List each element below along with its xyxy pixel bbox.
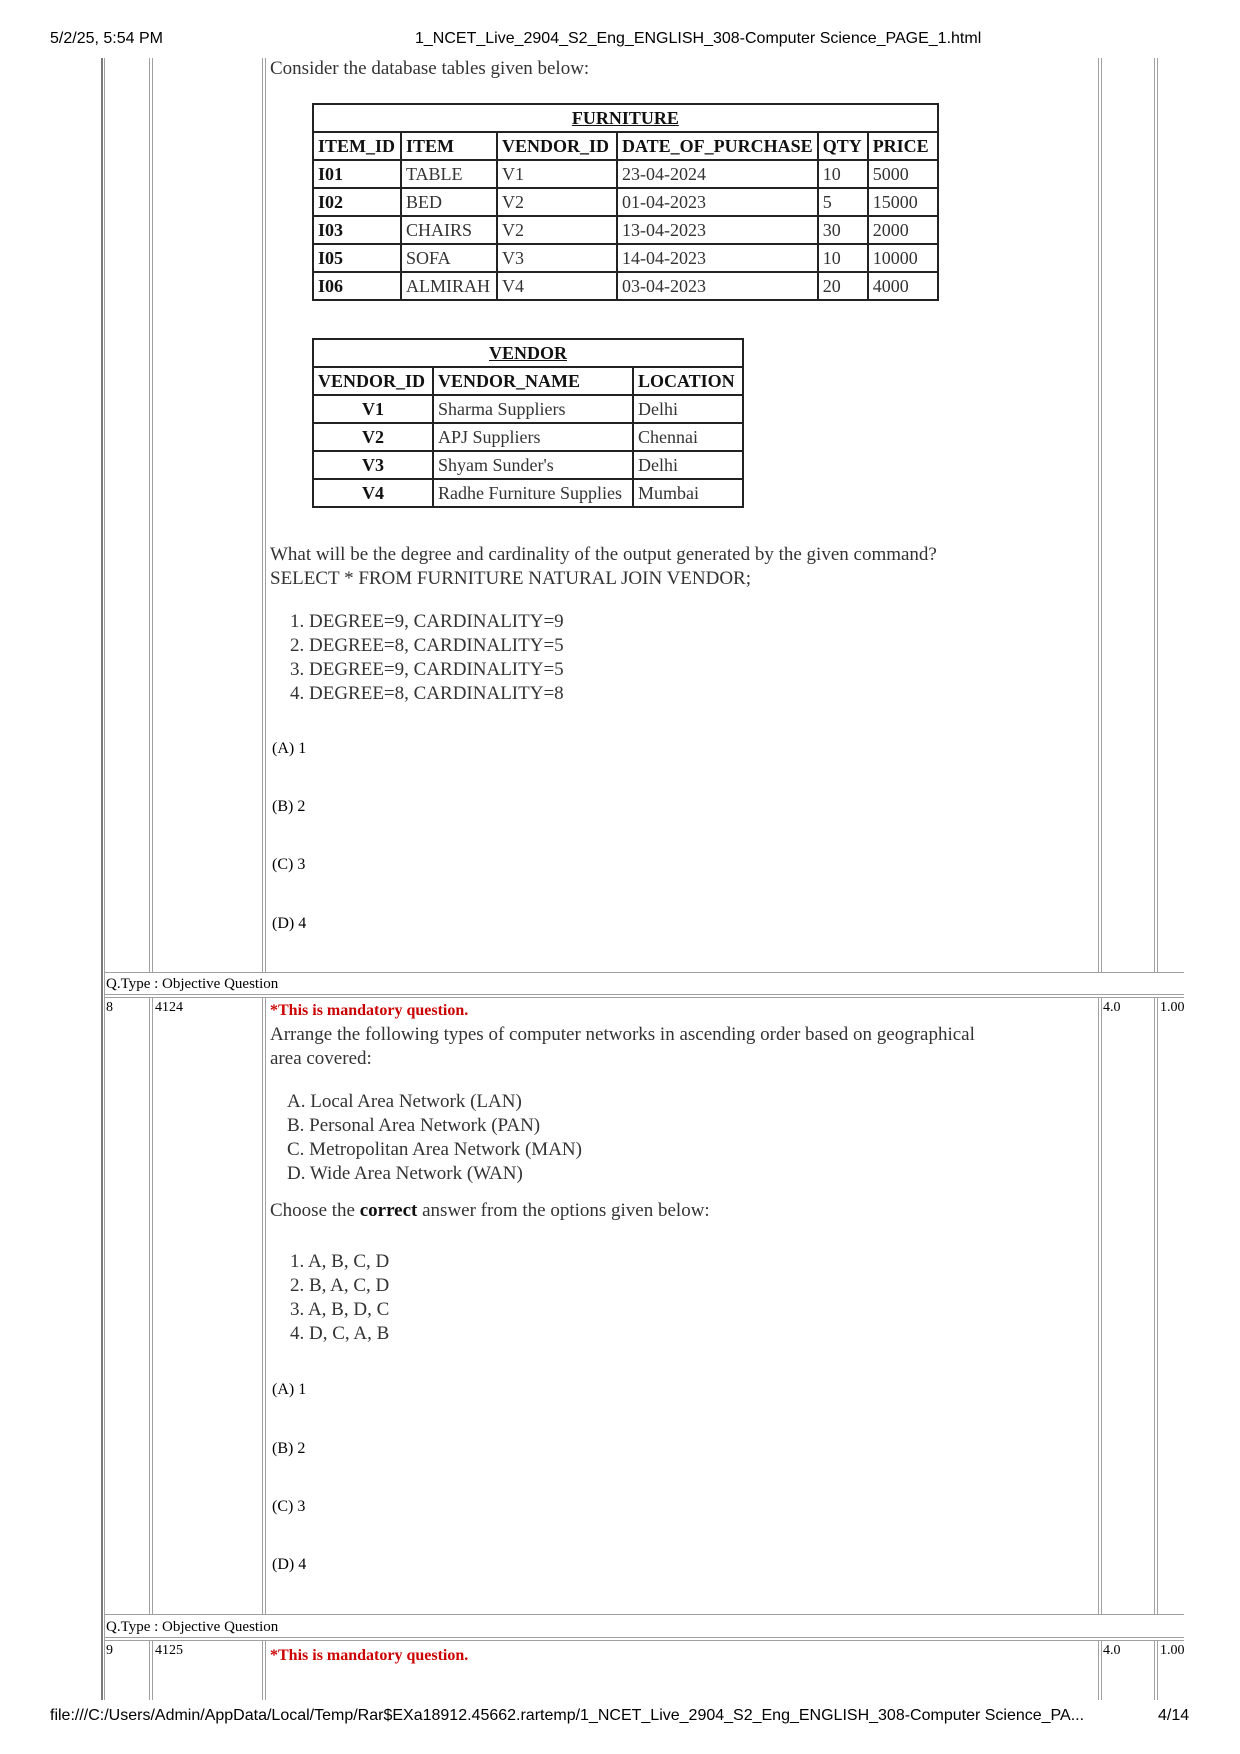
table-cell: 20 <box>818 272 868 300</box>
list-item: A. Local Area Network (LAN) <box>287 1091 522 1112</box>
table-cell: 4000 <box>868 272 938 300</box>
q8-serial-no: 8 <box>106 1000 113 1015</box>
table-cell: V1 <box>313 395 433 423</box>
q7-options-list <box>290 610 564 706</box>
col-divider <box>262 1640 263 1700</box>
col-divider <box>1157 997 1158 1614</box>
table-cell: V4 <box>313 479 433 507</box>
furniture-col-header: VENDOR_ID <box>497 132 617 160</box>
table-cell: Sharma Suppliers <box>433 395 633 423</box>
table-cell: CHAIRS <box>401 216 497 244</box>
table-border-left-inner <box>104 58 105 1700</box>
table-cell: 23-04-2024 <box>617 160 818 188</box>
furniture-header-row <box>313 132 938 160</box>
col-divider <box>262 997 263 1614</box>
q7-choice-b: (B) 2 <box>272 798 306 815</box>
q8-items-list <box>287 1090 582 1186</box>
print-file-path: file:///C:/Users/Admin/AppData/Local/Temp/Rar$EXa18912.45662.rartemp/1_NCET_Live_2904_S2_Eng_ENGLISH_308-Computer Science_PA... <box>50 1707 1085 1724</box>
col-divider <box>149 1640 150 1700</box>
list-item: D. Wide Area Network (WAN) <box>287 1163 523 1184</box>
q8-text-line2: area covered: <box>270 1048 372 1069</box>
table-cell: V3 <box>313 451 433 479</box>
q9-negative-marks: 1.00 <box>1160 1643 1185 1658</box>
vendor-caption: VENDOR <box>313 339 743 367</box>
table-cell: Radhe Furniture Supplies <box>433 479 633 507</box>
print-datetime: 5/2/25, 5:54 PM <box>50 30 163 47</box>
q8-choose-bold: correct <box>359 1200 418 1221</box>
table-cell: I05 <box>313 244 401 272</box>
list-item: 4. DEGREE=8, CARDINALITY=8 <box>290 683 564 704</box>
table-border-left <box>101 58 103 1700</box>
list-item: 3. A, B, D, C <box>290 1299 390 1320</box>
table-cell: Mumbai <box>633 479 743 507</box>
q9-marks: 4.0 <box>1103 1643 1121 1658</box>
furniture-col-header: ITEM <box>401 132 497 160</box>
table-cell: TABLE <box>401 160 497 188</box>
q8-marks: 4.0 <box>1103 1000 1121 1015</box>
list-item: 1. A, B, C, D <box>290 1251 390 1272</box>
q8-mandatory-note: *This is mandatory question. <box>270 1002 469 1019</box>
col-divider <box>265 997 266 1614</box>
table-row <box>313 423 743 451</box>
list-item: 4. D, C, A, B <box>290 1323 390 1344</box>
row-divider <box>104 1640 1184 1641</box>
col-divider <box>1154 58 1155 973</box>
q8-text-line1: Arrange the following types of computer networks in ascending order based on geographical <box>270 1024 975 1045</box>
q7-choice-d: (D) 4 <box>272 915 307 932</box>
q9-question-id: 4125 <box>155 1643 183 1658</box>
table-cell: APJ Suppliers <box>433 423 633 451</box>
table-row <box>313 160 938 188</box>
table-cell: I03 <box>313 216 401 244</box>
col-divider <box>152 1640 153 1700</box>
col-divider <box>149 997 150 1614</box>
row-divider <box>104 997 1184 998</box>
furniture-caption: FURNITURE <box>313 104 938 132</box>
col-divider <box>1098 997 1099 1614</box>
table-cell: V3 <box>497 244 617 272</box>
col-divider <box>265 58 266 973</box>
table-cell: 03-04-2023 <box>617 272 818 300</box>
vendor-col-header: VENDOR_NAME <box>433 367 633 395</box>
col-divider <box>149 58 150 973</box>
table-row <box>313 395 743 423</box>
q8-negative-marks: 1.00 <box>1160 1000 1185 1015</box>
table-cell: 5000 <box>868 160 938 188</box>
print-page-title: 1_NCET_Live_2904_S2_Eng_ENGLISH_308-Computer Science_PAGE_1.html <box>415 30 982 47</box>
table-cell: I01 <box>313 160 401 188</box>
q8-choice-a: (A) 1 <box>272 1381 307 1398</box>
table-cell: V2 <box>497 188 617 216</box>
q7-command: SELECT * FROM FURNITURE NATURAL JOIN VENDOR; <box>270 568 752 589</box>
table-row <box>313 451 743 479</box>
table-cell: I06 <box>313 272 401 300</box>
table-cell: SOFA <box>401 244 497 272</box>
table-cell: 10 <box>818 160 868 188</box>
table-cell: Shyam Sunder's <box>433 451 633 479</box>
col-divider <box>152 58 153 973</box>
vendor-col-header: VENDOR_ID <box>313 367 433 395</box>
table-cell: 5 <box>818 188 868 216</box>
table-cell: 14-04-2023 <box>617 244 818 272</box>
col-divider <box>1098 58 1099 973</box>
q7-question: What will be the degree and cardinality of the output generated by the given command? <box>270 544 937 565</box>
print-page-number: 4/14 <box>1158 1707 1190 1724</box>
furniture-col-header: ITEM_ID <box>313 132 401 160</box>
right-clip-mask <box>1184 58 1240 1708</box>
col-divider <box>1154 997 1155 1614</box>
table-cell: 10 <box>818 244 868 272</box>
table-cell: ALMIRAH <box>401 272 497 300</box>
list-item: 2. DEGREE=8, CARDINALITY=5 <box>290 635 564 656</box>
list-item: 2. B, A, C, D <box>290 1275 390 1296</box>
col-divider <box>1098 1640 1099 1700</box>
col-divider <box>1101 58 1102 973</box>
furniture-col-header: PRICE <box>868 132 938 160</box>
list-item: C. Metropolitan Area Network (MAN) <box>287 1139 582 1160</box>
q7-intro: Consider the database tables given below: <box>270 58 590 79</box>
col-divider <box>262 58 263 973</box>
table-cell: V2 <box>313 423 433 451</box>
furniture-col-header: DATE_OF_PURCHASE <box>617 132 818 160</box>
q8-choice-d: (D) 4 <box>272 1556 307 1573</box>
row-divider <box>104 1614 1184 1615</box>
table-cell: 01-04-2023 <box>617 188 818 216</box>
table-row <box>313 244 938 272</box>
table-cell: V4 <box>497 272 617 300</box>
q8-qtype: Q.Type : Objective Question <box>106 976 279 992</box>
col-divider <box>1157 58 1158 973</box>
table-cell: 13-04-2023 <box>617 216 818 244</box>
q8-choice-b: (B) 2 <box>272 1440 306 1457</box>
q7-choice-a: (A) 1 <box>272 740 307 757</box>
table-cell: 2000 <box>868 216 938 244</box>
row-divider <box>104 994 1184 995</box>
furniture-table <box>312 103 939 301</box>
table-cell: BED <box>401 188 497 216</box>
table-cell: V1 <box>497 160 617 188</box>
table-cell: 10000 <box>868 244 938 272</box>
q8-choose-post: answer from the options given below: <box>417 1200 710 1221</box>
col-divider <box>1101 1640 1102 1700</box>
vendor-table <box>312 338 744 508</box>
table-cell: Delhi <box>633 395 743 423</box>
col-divider <box>1157 1640 1158 1700</box>
table-row <box>313 188 938 216</box>
q9-mandatory-note: *This is mandatory question. <box>270 1647 469 1664</box>
list-item: 3. DEGREE=9, CARDINALITY=5 <box>290 659 564 680</box>
table-row <box>313 272 938 300</box>
table-cell: 30 <box>818 216 868 244</box>
table-cell: Chennai <box>633 423 743 451</box>
list-item: B. Personal Area Network (PAN) <box>287 1115 541 1136</box>
q8-options-list <box>290 1250 389 1346</box>
col-divider <box>1101 997 1102 1614</box>
col-divider <box>265 1640 266 1700</box>
table-cell: I02 <box>313 188 401 216</box>
table-row <box>313 479 743 507</box>
row-divider <box>104 1637 1184 1638</box>
vendor-col-header: LOCATION <box>633 367 743 395</box>
list-item: 1. DEGREE=9, CARDINALITY=9 <box>290 611 564 632</box>
vendor-header-row <box>313 367 743 395</box>
q7-choice-c: (C) 3 <box>272 856 306 873</box>
table-cell: Delhi <box>633 451 743 479</box>
q8-question-id: 4124 <box>155 1000 183 1015</box>
q9-qtype: Q.Type : Objective Question <box>106 1619 279 1635</box>
q8-choice-c: (C) 3 <box>272 1498 306 1515</box>
row-divider <box>104 972 1184 973</box>
table-row <box>313 216 938 244</box>
table-cell: 15000 <box>868 188 938 216</box>
q9-serial-no: 9 <box>106 1643 113 1658</box>
furniture-col-header: QTY <box>818 132 868 160</box>
col-divider <box>152 997 153 1614</box>
q8-choose-pre: Choose the <box>270 1200 360 1221</box>
table-cell: V2 <box>497 216 617 244</box>
q8-choose-instruction <box>270 1200 710 1222</box>
col-divider <box>1154 1640 1155 1700</box>
